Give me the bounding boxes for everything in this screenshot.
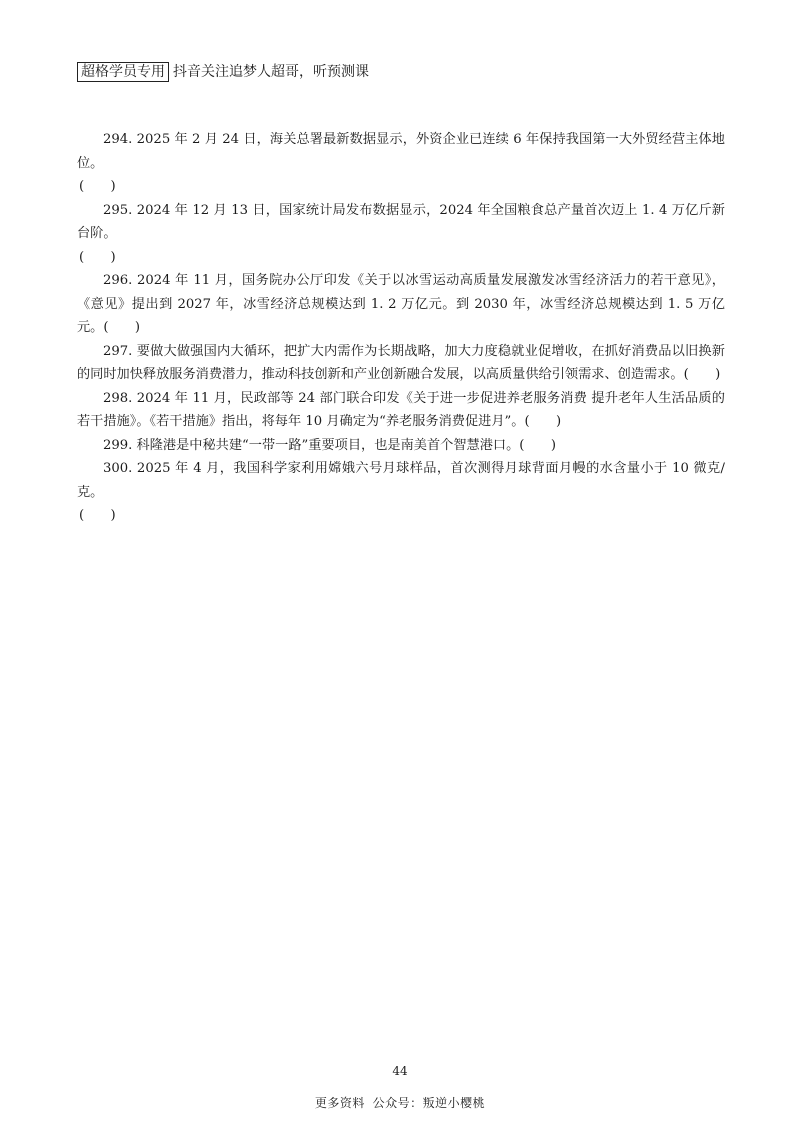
- question-298-text: 298. 2024 年 11 月，民政部等 24 部门联合印发《关于进一步促进养老服务消费 提升老年人生活品质的若干措施》。《若干措施》指出，将每年 10 月确定为“养老服务消费促进月”。: [77, 390, 725, 429]
- question-300: [77, 457, 725, 504]
- member-badge: 超格学员专用: [77, 62, 169, 82]
- page-header: [77, 62, 369, 82]
- question-294: [77, 128, 725, 175]
- question-296: [77, 269, 725, 340]
- answer-295-paren: ( ): [79, 249, 116, 265]
- question-296-text: 296. 2024 年 11 月，国务院办公厅印发《关于以冰雪运动高质量发展激发冰雪经济活力的若干意见》，《意见》提出到 2027 年，冰雪经济总规模达到 1. 2 万亿元。到 2030 年，冰雪经济总规模达到 1. 5 万亿元。: [77, 273, 725, 335]
- question-300-text: 300. 2025 年 4 月，我国科学家利用嫦娥六号月球样品，首次测得月球背面月幔的水含量小于 10 微克/克。: [77, 461, 725, 500]
- answer-300: [77, 504, 725, 528]
- answer-299-paren: ( ): [519, 437, 556, 453]
- footer-note: 更多资料 公众号：叛逆小樱桃: [314, 1096, 486, 1110]
- question-299-text: 299. 科隆港是中秘共建“一带一路”重要项目，也是南美首个智慧港口。: [103, 437, 520, 453]
- question-299: [77, 434, 725, 458]
- question-297: [77, 340, 725, 387]
- question-297-text: 297. 要做大做强国内大循环，把扩大内需作为长期战略，加大力度稳就业促增收，在抓好消费品以旧换新的同时加快释放服务消费潜力，推动科技创新和产业创新融合发展，以高质量供给引领需求、创造需求。: [77, 343, 725, 382]
- page-number: 44: [392, 1064, 408, 1078]
- question-298: [77, 387, 725, 434]
- answer-294: [77, 175, 725, 199]
- answer-298-paren: ( ): [524, 414, 562, 429]
- answer-300-paren: ( ): [79, 508, 116, 523]
- question-294-text: 294. 2025 年 2 月 24 日，海关总署最新数据显示，外资企业已连续 6 年保持我国第一大外贸经营主体地位。: [77, 132, 725, 171]
- answer-295: [77, 246, 725, 270]
- answer-296-paren: ( ): [103, 320, 141, 335]
- question-295: [77, 199, 725, 246]
- header-text: 抖音关注追梦人超哥，听预测课: [173, 64, 369, 80]
- question-295-text: 295. 2024 年 12 月 13 日，国家统计局发布数据显示，2024 年全国粮食总产量首次迈上 1. 4 万亿斤新台阶。: [77, 202, 725, 241]
- question-list: [77, 128, 725, 528]
- answer-297-paren: ( ): [683, 367, 721, 382]
- answer-294-paren: ( ): [79, 179, 116, 194]
